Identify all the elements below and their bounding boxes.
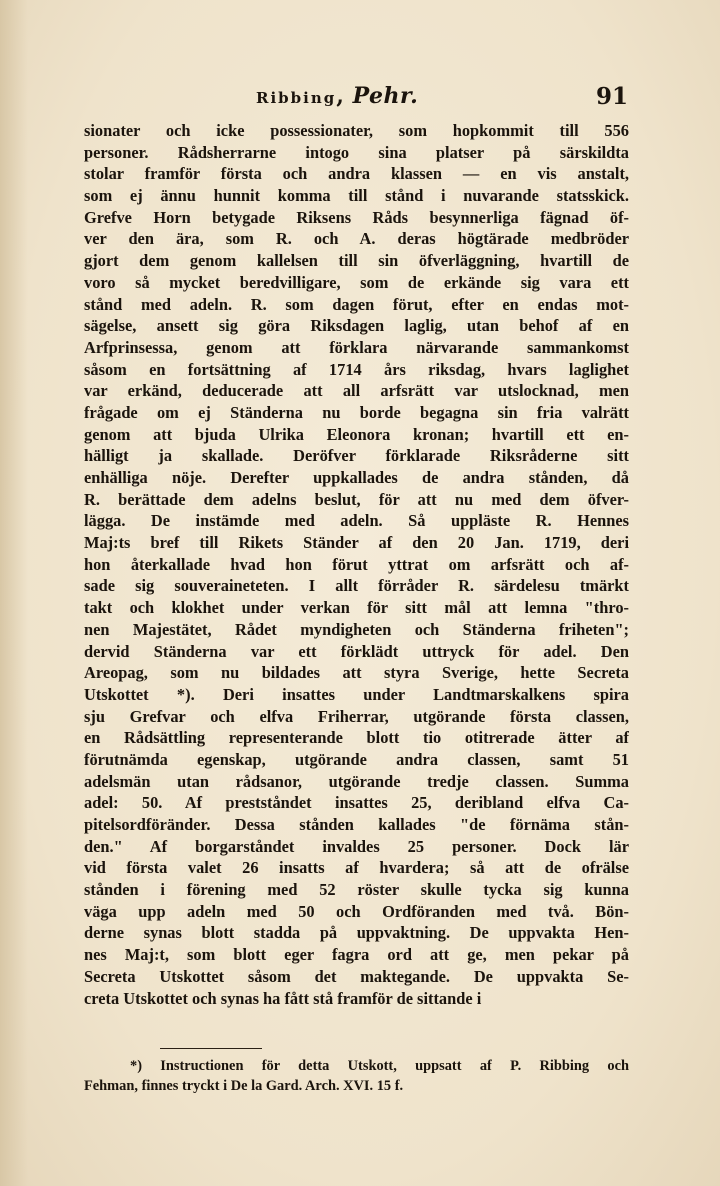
running-head-given-name: Pehr.	[352, 83, 419, 109]
footnote-rule	[160, 1048, 262, 1049]
text-line: sade sig souveraineteten. I allt förråder R. särdelesu tmärkt	[84, 576, 629, 596]
running-head-name: Ribbing	[256, 89, 337, 107]
text-line: hon återkallade hvad hon förut yttrat om arfsrätt och af-	[84, 554, 629, 574]
text-line: voro så mycket beredvilligare, som de erkände sig vara ett	[84, 272, 629, 292]
text-line: takt och klokhet under verkan för sitt mål att lemna "thro-	[84, 598, 629, 618]
text-line: R. berättade dem adelns beslut, för att nu med dem öfver-	[84, 489, 629, 509]
text-line: ver den ära, som R. och A. deras högtärade medbröder	[84, 229, 629, 249]
text-line: enhälliga nöje. Derefter uppkallades de andra stånden, då	[84, 468, 629, 487]
footnote-line: Fehman, finnes tryckt i De la Gard. Arch. XVI. 15 f.	[84, 1078, 404, 1094]
text-line: såsom en fortsättning af 1714 års riksdag, hvars laglighet	[84, 359, 629, 379]
text-line: Utskottet *). Deri insattes under Landtmarskalkens spira	[84, 684, 629, 704]
text-line: pitelsordföränder. Dessa stånden kallades "de förnäma stån-	[84, 815, 629, 834]
body-text	[84, 120, 629, 1009]
text-line: förutnämda egenskap, utgörande andra classen, samt 51	[84, 749, 629, 769]
text-line: Areopag, som nu bildades att styra Sverige, hette Secreta	[84, 663, 629, 683]
text-line: adel: 50. Af prestståndet insattes 25, deribland elfva Ca-	[84, 793, 629, 813]
text-line: nes Maj:t, som blott eger fagra ord att ge, men pekar på	[84, 945, 629, 965]
text-line: adelsmän utan rådsanor, utgörande tredje classen. Summa	[84, 771, 629, 791]
text-line: creta Utskottet och synas ha fått stå framför de sittande i	[84, 988, 482, 1008]
text-line: som ej ännu hunnit komma till stånd i nuvarande statsskick.	[84, 186, 629, 206]
text-line: väga upp adeln med 50 och Ordföranden med två. Bön-	[84, 901, 629, 921]
text-line: gjort dem genom kallelsen till sin öfverläggning, hvartill de	[84, 251, 629, 271]
text-line: sju Grefvar och elfva Friherrar, utgörande första classen,	[84, 706, 629, 726]
text-line: hälligt ja skallade. Deröfver förklarade Riksråderne sitt	[84, 446, 629, 466]
binding-gutter	[0, 0, 28, 1186]
text-line: lägga. De instämde med adeln. Så uppläste R. Hennes	[84, 511, 629, 531]
text-line: dervid Ständerna var ett förklädt uttryck för adel. Den	[84, 641, 629, 661]
text-line: personer. Rådsherrarne intogo sina platser på särskildta	[84, 142, 629, 162]
text-line: stånden i förening med 52 röster skulle tycka sig kunna	[84, 880, 629, 900]
footnote-line: *) Instructionen för detta Utskott, uppsatt af P. Ribbing och	[130, 1058, 629, 1074]
text-line: nen Majestätet, Rådet myndigheten och Ständerna friheten";	[84, 619, 629, 639]
text-line: sägelse, ansett sig göra Riksdagen laglig, utan behof af en	[84, 316, 629, 336]
text-line: var erkänd, deducerade att all arfsrätt var utslocknad, men	[84, 381, 629, 401]
text-line: sionater och icke possessionater, som hopkommit till 556	[84, 121, 629, 140]
text-line: Arfprinsessa, genom att förklara närvarande sammankomst	[84, 337, 629, 357]
text-line: stånd med adeln. R. som dagen förut, efter en endas mot-	[84, 294, 629, 314]
text-line: vid första valet 26 insatts af hvardera; så att de ofrälse	[84, 858, 629, 878]
text-line: en Rådsättling representerande blott tio otitrerade ätter af	[84, 728, 629, 748]
text-line: genom att bjuda Ulrika Eleonora kronan; hvartill ett en-	[84, 424, 629, 444]
text-line: stolar framför första och andra klassen — en vis anstalt,	[84, 164, 629, 184]
text-line: Secreta Utskottet såsom det maktegande. De uppvakta Se-	[84, 966, 629, 986]
text-line: derne synas blott stadda på uppvaktning. De uppvakta Hen-	[84, 923, 629, 943]
page-number: 91	[596, 83, 629, 110]
text-line: Maj:ts bref till Rikets Ständer af den 20 Jan. 1719, deri	[84, 533, 629, 553]
running-head	[256, 83, 418, 109]
text-line: den." Af borgarståndet invaldes 25 personer. Dock lär	[84, 836, 629, 856]
text-line: frågade om ej Ständerna nu borde begagna sin fria valrätt	[84, 402, 629, 422]
running-head-separator: ,	[336, 83, 353, 109]
footnote	[84, 1056, 629, 1096]
page-header	[0, 83, 720, 113]
text-line: Grefve Horn betygade Riksens Råds besynnerliga fägnad öf-	[84, 207, 629, 227]
